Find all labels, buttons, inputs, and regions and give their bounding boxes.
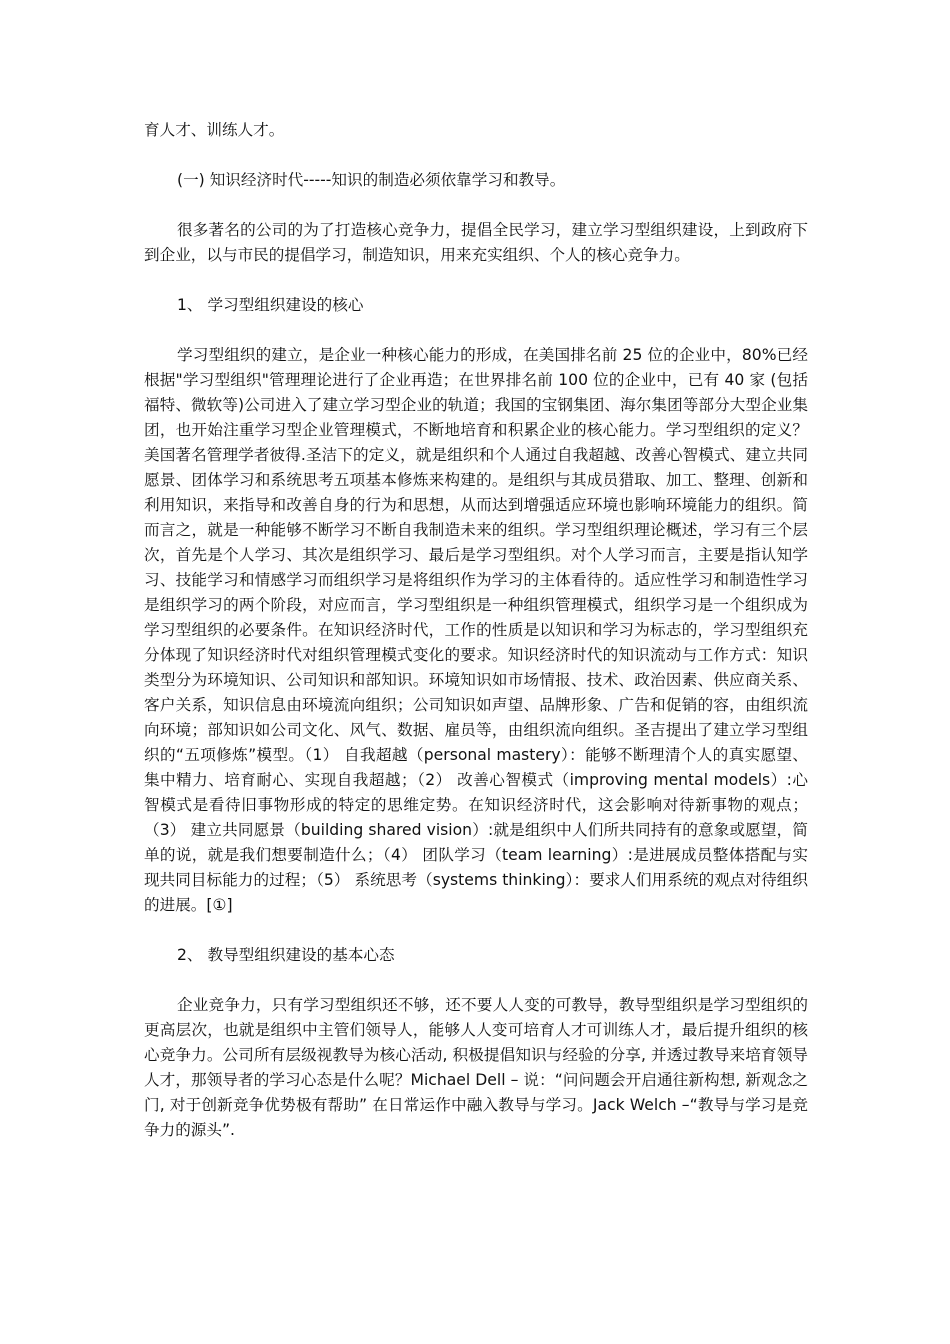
subheading-teaching-org: 2、 教导型组织建设的基本心态 (177, 946, 395, 964)
section-heading-knowledge-economy: (一) 知识经济时代-----知识的制造必须依靠学习和教导。 (177, 171, 566, 189)
subheading-learning-org-core: 1、 学习型组织建设的核心 (177, 296, 364, 314)
document-page (144, 118, 808, 1143)
paragraph-intro: 很多著名的公司的为了打造核心竞争力，提倡全民学习，建立学习型组织建设，上到政府下到企业，以与市民的提倡学习，制造知识，用来充实组织、个人的核心竞争力。 (144, 221, 808, 264)
paragraph-teaching-org: 企业竞争力，只有学习型组织还不够，还不要人人变的可教导，教导型组织是学习型组织的更高层次，也就是组织中主管们领导人，能够人人变可培育人才可训练人才，最后提升组织的核心竞争力。公司所有层级视教导为核心活动, 积极提倡知识与经验的分享, 并透过教导来培育领导人才，那领导者的学习心态是什么呢？Michael Dell – 说：“问问题会开启通往新构想, 新观念之门, 对于创新竞争优势极有帮助” 在日常运作中融入教导与学习。Jack Welch –“教导与学习是竞争力的源头”. (144, 996, 808, 1139)
paragraph-learning-org: 学习型组织的建立，是企业一种核心能力的形成，在美国排名前 25 位的企业中，80%已经根据"学习型组织"管理理论进行了企业再造；在世界排名前 100 位的企业中，已有 40 家 (包括福特、微软等)公司进入了建立学习型企业的轨道；我国的宝钢集团、海尔集团等部分大型企业集团，也开始注重学习型企业管理模式，不断地培育和积累企业的核心能力。学习型组织的定义？美国著名管理学者彼得.圣洁下的定义，就是组织和个人通过自我超越、改善心智模式、建立共同愿景、团体学习和系统思考五项基本修炼来构建的。是组织与其成员猎取、加工、整理、创新和利用知识，来指导和改善自身的行为和思想，从而达到增强适应环境也影响环境能力的组织。简而言之，就是一种能够不断学习不断自我制造未来的组织。学习型组织理论概述，学习有三个层次，首先是个人学习、其次是组织学习、最后是学习型组织。对个人学习而言，主要是指认知学习、技能学习和情感学习而组织学习是将组织作为学习的主体看待的。适应性学习和制造性学习是组织学习的两个阶段，对应而言，学习型组织是一种组织管理模式，组织学习是一个组织成为学习型组织的必要条件。在知识经济时代，工作的性质是以知识和学习为标志的，学习型组织充分体现了知识经济时代对组织管理模式变化的要求。知识经济时代的知识流动与工作方式：知识类型分为环境知识、公司知识和部知识。环境知识如市场情报、技术、政治因素、供应商关系、客户关系，知识信息由环境流向组织；公司知识如声望、品牌形象、广告和促销的容，由组织流向环境；部知识如公司文化、风气、数据、雇员等，由组织流向组织。圣吉提出了建立学习型组织的“五项修炼”模型。（1） 自我超越（personal mastery）：能够不断理清个人的真实愿望、集中精力、培育耐心、实现自我超越；（2） 改善心智模式（improving mental models）:心智模式是看待旧事物形成的特定的思维定势。在知识经济时代，这会影响对待新事物的观点；（3） 建立共同愿景（building shared vision）:就是组织中人们所共同持有的意象或愿望，简单的说，就是我们想要制造什么；（4） 团队学习（team learning）:是进展成员整体搭配与实现共同目标能力的过程；（5） 系统思考（systems thinking）：要求人们用系统的观点对待组织的进展。[①] (144, 346, 808, 914)
paragraph-continued: 育人才、训练人才。 (144, 121, 285, 139)
